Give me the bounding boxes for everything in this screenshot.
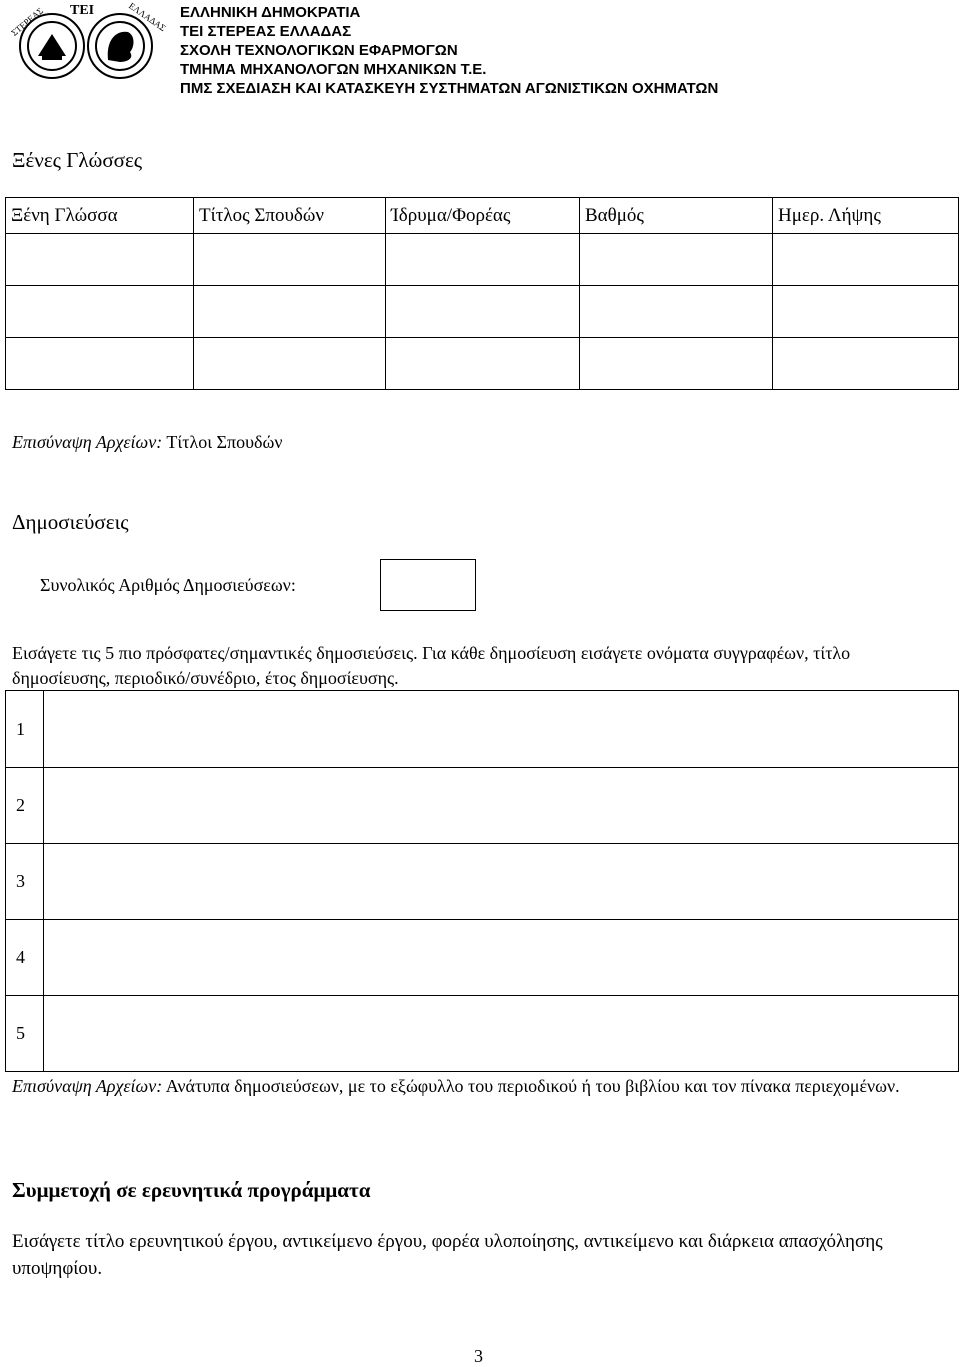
table-row (6, 286, 959, 338)
header-line-4: ΤΜΗΜΑ ΜΗΧΑΝΟΛΟΓΩΝ ΜΗΧΑΝΙΚΩΝ Τ.Ε. (180, 61, 487, 78)
table-cell[interactable] (6, 338, 194, 390)
table-cell[interactable] (386, 234, 580, 286)
publication-number: 3 (6, 844, 44, 920)
header-line-2: ΤΕΙ ΣΤΕΡΕΑΣ ΕΛΛΑΔΑΣ (180, 23, 352, 40)
column-header-grade: Βαθμός (580, 198, 773, 234)
attachment-text: Ανάτυπα δημοσιεύσεων, με το εξώφυλλο του περιοδικού ή του βιβλίου και τον πίνακα περιεχομένων. (162, 1076, 900, 1096)
publication-number: 4 (6, 920, 44, 996)
publication-entry-field[interactable] (44, 844, 959, 920)
table-cell[interactable] (580, 234, 773, 286)
publication-number: 1 (6, 691, 44, 768)
table-row (6, 920, 959, 996)
header-line-3: ΣΧΟΛΗ ΤΕΧΝΟΛΟΓΙΚΩΝ ΕΦΑΡΜΟΓΩΝ (180, 42, 458, 59)
institution-logo (8, 0, 168, 86)
table-row (6, 691, 959, 768)
total-publications-field[interactable] (380, 559, 476, 611)
column-header-language: Ξένη Γλώσσα (6, 198, 194, 234)
publication-entry-field[interactable] (44, 996, 959, 1072)
publications-table (5, 690, 959, 1072)
table-cell[interactable] (580, 286, 773, 338)
publication-number: 2 (6, 768, 44, 844)
languages-attachment (12, 432, 282, 453)
publications-attachment (12, 1075, 947, 1097)
languages-table (5, 197, 959, 390)
attachment-label: Επισύναψη Αρχείων: (12, 432, 163, 452)
table-row (6, 234, 959, 286)
table-row (6, 996, 959, 1072)
total-publications-label: Συνολικός Αριθμός Δημοσιεύσεων: (40, 575, 296, 595)
publications-instructions: Εισάγετε τις 5 πιο πρόσφατες/σημαντικές δημοσιεύσεις. Για κάθε δημοσίευση εισάγετε ονόματα συγγραφέων, τίτλο δημοσίευσης, περιοδικό/συνέδριο, έτος δημοσίευσης. (12, 643, 851, 688)
table-row (6, 768, 959, 844)
publication-entry-field[interactable] (44, 691, 959, 768)
table-cell[interactable] (386, 286, 580, 338)
attachment-label: Επισύναψη Αρχείων: (12, 1076, 163, 1096)
languages-title: Ξένες Γλώσσες (12, 148, 143, 172)
svg-text:ΕΛΛΑΔΑΣ: ΕΛΛΑΔΑΣ (127, 0, 168, 34)
header-line-1: ΕΛΛΗΝΙΚΗ ΔΗΜΟΚΡΑΤΙΑ (180, 4, 361, 21)
languages-header-row (6, 198, 959, 234)
table-cell[interactable] (580, 338, 773, 390)
table-cell[interactable] (194, 286, 386, 338)
svg-text:ΣΤΕΡΕΑΣ: ΣΤΕΡΕΑΣ (9, 5, 46, 38)
publication-entry-field[interactable] (44, 920, 959, 996)
header-line-5: ΠΜΣ ΣΧΕΔΙΑΣΗ ΚΑΙ ΚΑΤΑΣΚΕΥΗ ΣΥΣΤΗΜΑΤΩΝ ΑΓΩΝΙΣΤΙΚΩΝ ΟΧΗΜΑΤΩΝ (180, 80, 719, 97)
research-title: Συμμετοχή σε ερευνητικά προγράμματα (12, 1178, 371, 1202)
column-header-date: Ημερ. Λήψης (773, 198, 959, 234)
table-cell[interactable] (773, 338, 959, 390)
table-cell[interactable] (6, 234, 194, 286)
attachment-text: Τίτλοι Σπουδών (162, 432, 283, 452)
page-number: 3 (474, 1346, 483, 1366)
publication-entry-field[interactable] (44, 768, 959, 844)
column-header-institution: Ίδρυμα/Φορέας (386, 198, 580, 234)
table-cell[interactable] (194, 338, 386, 390)
research-instructions: Εισάγετε τίτλο ερευνητικού έργου, αντικείμενο έργου, φορέα υλοποίησης, αντικείμενο και διάρκεια απασχόλησης υποψηφίου. (12, 1231, 883, 1279)
column-header-degree: Τίτλος Σπουδών (194, 198, 386, 234)
table-row (6, 338, 959, 390)
table-row (6, 844, 959, 920)
table-cell[interactable] (386, 338, 580, 390)
table-cell[interactable] (773, 286, 959, 338)
table-cell[interactable] (194, 234, 386, 286)
publication-number: 5 (6, 996, 44, 1072)
svg-text:ΤΕΙ: ΤΕΙ (70, 3, 95, 18)
table-cell[interactable] (773, 234, 959, 286)
publications-title: Δημοσιεύσεις (12, 510, 129, 534)
table-cell[interactable] (6, 286, 194, 338)
